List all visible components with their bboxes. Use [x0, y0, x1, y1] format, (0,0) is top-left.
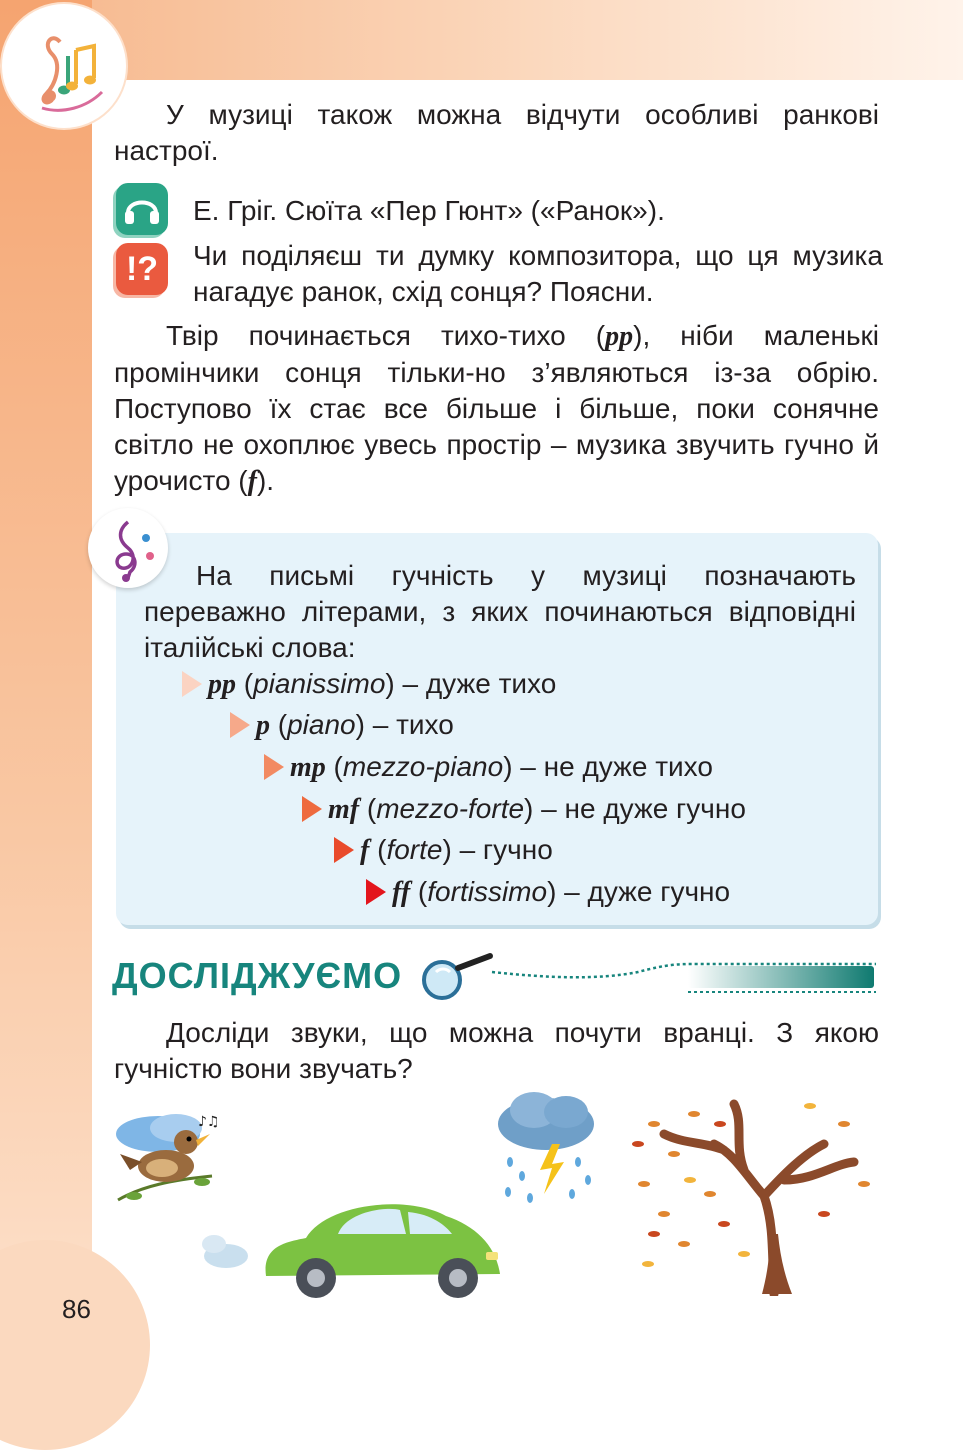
dynamic-row-pp: pp (pianissimo) – дуже тихо [182, 666, 556, 703]
dynamic-row-f: f (forte) – гучно [334, 832, 553, 869]
dynamic-symbol: mf [328, 794, 360, 825]
music-notes-icon [2, 4, 126, 128]
main-paragraph-part1: Твір починається тихо-тихо ( [166, 320, 606, 351]
corner-logo [2, 4, 126, 128]
headphones-icon [116, 183, 168, 235]
dynamic-symbol: pp [208, 669, 236, 700]
dynamic-meaning: ) – дуже гучно [547, 876, 731, 907]
dynamic-term: mezzo-piano [342, 751, 504, 782]
dynamic-term: forte [386, 834, 443, 865]
dynamic-symbol-f: f [247, 466, 257, 497]
dynamic-term: pianissimo [253, 668, 386, 699]
dynamic-meaning: ) – дуже тихо [385, 668, 557, 699]
dynamic-row-ff: ff (fortissimo) – дуже гучно [366, 874, 730, 911]
dynamic-symbol: f [360, 835, 370, 866]
dynamic-row-mf: mf (mezzo-forte) – не дуже гучно [302, 791, 746, 828]
left-decor-band [0, 0, 92, 1394]
info-box-text: На письмі гучність у музиці позначають переважно літерами, з яких починаються відповідні італійські слова: [144, 560, 856, 663]
pointer-triangle-icon [334, 837, 354, 863]
main-paragraph-part2: ), ніби маленькі промінчики сонця тільки-но з’являються із-за обрію. Поступово їх стає все більше і більше, поки сонячне світло не охоплює увесь простір – музика звучить гучно й урочисто ( [114, 320, 880, 496]
dynamic-symbol-pp: pp [605, 321, 634, 352]
pointer-triangle-icon [182, 671, 202, 697]
dynamic-meaning: ) – не дуже гучно [524, 793, 746, 824]
question-text: Чи поділяєш ти думку композитора, що ця музика нагадує ранок, схід сонця? Поясни. [193, 240, 883, 307]
top-decor-band [0, 0, 963, 80]
dynamic-term: mezzo-forte [376, 793, 525, 824]
dynamic-term: piano [287, 709, 356, 740]
svg-text:♪♫: ♪♫ [198, 1114, 220, 1130]
pointer-triangle-icon [302, 796, 322, 822]
dynamic-term: fortissimo [427, 876, 548, 907]
pointer-triangle-icon [366, 879, 386, 905]
main-paragraph [114, 318, 879, 500]
heading-decor-line [488, 958, 880, 998]
dynamic-row-mp: mp (mezzo-piano) – не дуже тихо [264, 749, 713, 786]
magnifier-icon [416, 950, 496, 1006]
pointer-triangle-icon [264, 754, 284, 780]
green-car [196, 1186, 516, 1298]
page-number: 86 [62, 1294, 91, 1324]
dynamic-symbol: p [256, 710, 270, 741]
dynamic-symbol: ff [392, 877, 411, 908]
dynamic-meaning: ) – не дуже тихо [503, 751, 713, 782]
dynamic-row-p: p (piano) – тихо [230, 707, 454, 744]
main-paragraph-part3: ). [256, 465, 275, 496]
intro-paragraph: У музиці також можна відчути особливі ранкові настрої. [114, 99, 879, 166]
research-paragraph: Досліди звуки, що можна почути вранці. З якою гучністю вони звучать? [114, 1017, 879, 1084]
listening-task: Е. Гріг. Сюїта «Пер Гюнт» («Ранок»). [193, 195, 665, 226]
dynamic-meaning: ) – тихо [355, 709, 454, 740]
section-heading: ДОСЛІДЖУЄМО [112, 955, 403, 996]
dynamic-symbol: mp [290, 752, 326, 783]
tree-in-wind [624, 1084, 878, 1296]
rain-cloud-with-lightning [494, 1084, 604, 1210]
pointer-triangle-icon [230, 712, 250, 738]
question-exclamation-icon: !? [116, 243, 168, 295]
dynamic-meaning: ) – гучно [442, 834, 553, 865]
